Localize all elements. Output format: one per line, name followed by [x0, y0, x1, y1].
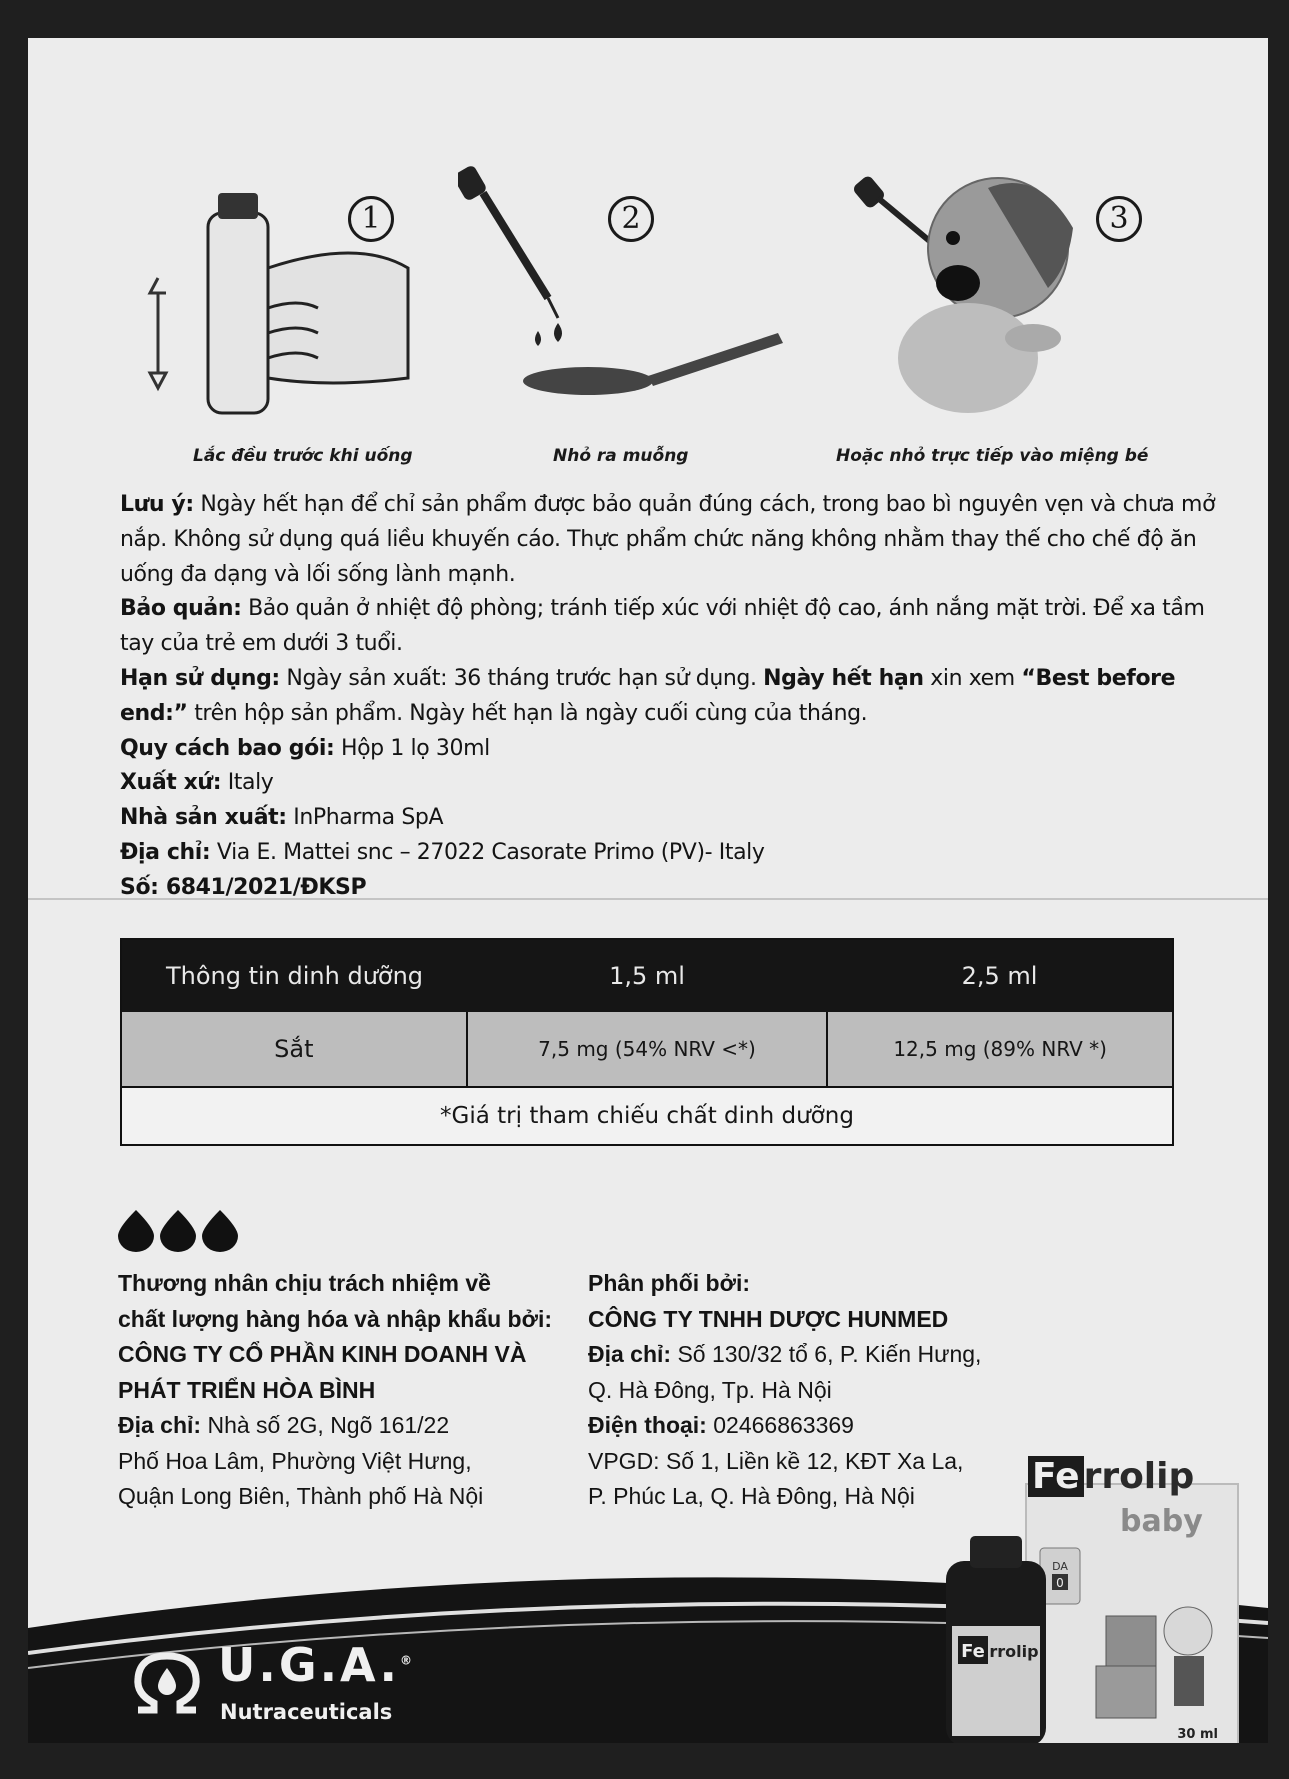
note-bao-quan: [120, 592, 1230, 662]
note-han-text-1: Ngày sản xuất: 36 tháng trước hạn sử dụng.: [286, 665, 757, 691]
note-dia-chi: [120, 836, 1230, 871]
note-dia-chi-text: Via E. Mattei snc – 27022 Casorate Primo (PV)- Italy: [216, 839, 765, 865]
distributor-addr-1: Số 130/32 tổ 6, P. Kiến Hưng,: [677, 1341, 982, 1367]
importer-addr-2: Phố Hoa Lâm, Phường Việt Hưng,: [118, 1447, 472, 1474]
importer-addr-1: Nhà số 2G, Ngõ 161/22: [207, 1412, 450, 1438]
note-han-text-3: xin xem: [930, 665, 1015, 691]
distributor-office-1: VPGD: Số 1, Liền kề 12, KĐT Xa La,: [588, 1447, 964, 1474]
note-quy-cach-label: Quy cách bao gói:: [120, 735, 335, 761]
svg-text:rrolip: rrolip: [989, 1642, 1039, 1661]
distributor-addr-2: Q. Hà Đông, Tp. Hà Nội: [588, 1376, 832, 1403]
note-xuat-xu-label: Xuất xứ:: [120, 770, 222, 796]
note-luu-y: [120, 488, 1230, 592]
step-3-number: 3: [1096, 196, 1142, 242]
importer-line-2: chất lượng hàng hóa và nhập khẩu bởi:: [118, 1305, 553, 1332]
importer-block: [118, 1266, 552, 1515]
dropper-spoon-icon: [458, 118, 818, 438]
nutrition-footnote: *Giá trị tham chiếu chất dinh dưỡng: [122, 1086, 1172, 1144]
distributor-office-2: P. Phúc La, Q. Hà Đông, Hà Nội: [588, 1483, 915, 1509]
distributor-addr-label: Địa chỉ:: [588, 1341, 672, 1367]
uga-logo-sub: Nutraceuticals: [220, 1700, 393, 1724]
note-nha-san-xuat: [120, 801, 1230, 836]
note-han-text-5: trên hộp sản phẩm. Ngày hết hạn là ngày cuối cùng của tháng.: [194, 700, 868, 726]
step-1-caption: Lắc đều trước khi uống: [193, 446, 413, 466]
note-han-bold-2: Ngày hết hạn: [763, 665, 924, 691]
note-bao-quan-label: Bảo quản:: [120, 596, 242, 622]
step-3-illustration: [838, 118, 1198, 488]
uga-logo-name: U.G.A.®: [218, 1638, 415, 1692]
note-quy-cach: [120, 732, 1230, 767]
drops-icon: [116, 1206, 246, 1252]
note-luu-y-text: Ngày hết hạn để chỉ sản phẩm được bảo quản đúng cách, trong bao bì nguyên vẹn và chưa mở nắp. Không sử dụng quá liều khuyến cáo. Thực phẩm chức năng không nhằm thay thế cho chế độ ăn uống đa dạng và lối sống lành mạnh.: [120, 492, 1216, 587]
note-so-text: Số: 6841/2021/ĐKSP: [120, 874, 367, 900]
baby-dropper-icon: [838, 118, 1198, 438]
note-han-label: Hạn sử dụng:: [120, 665, 280, 691]
uga-logo-icon: [128, 1648, 206, 1718]
note-xuat-xu: [120, 766, 1230, 801]
product-brand-baby: baby: [1120, 1504, 1203, 1539]
importer-addr-3: Quận Long Biên, Thành phố Hà Nội: [118, 1483, 484, 1509]
brand-fe: Fe: [1028, 1456, 1084, 1497]
nutrition-header-label: Thông tin dinh dưỡng: [165, 962, 424, 990]
step-2-illustration: [458, 118, 818, 488]
nutrition-header-dose-2: 2,5 ml: [961, 962, 1038, 990]
note-xuat-xu-text: Italy: [227, 770, 274, 796]
note-so-dang-ky: [120, 871, 1230, 906]
step-2-number: 2: [608, 196, 654, 242]
nutrition-cell-dose-2: 12,5 mg (89% NRV *): [893, 1037, 1107, 1061]
distributor-block: [588, 1266, 981, 1515]
nutrition-cell-dose-1: 7,5 mg (54% NRV <*): [468, 1012, 829, 1086]
nutrition-header-dose-1: 1,5 ml: [609, 962, 685, 990]
step-1-number: 1: [348, 196, 394, 242]
uga-name-text: U.G.A.: [218, 1638, 400, 1692]
note-han-bold-4: “Best before end:”: [120, 665, 1176, 726]
note-nsx-text: InPharma SpA: [293, 805, 444, 831]
distributor-company: CÔNG TY TNHH DƯỢC HUNMED: [588, 1305, 949, 1332]
note-luu-y-label: Lưu ý:: [120, 492, 194, 517]
importer-addr-label: Địa chỉ:: [118, 1412, 202, 1438]
step-2-caption: Nhỏ ra muỗng: [553, 446, 689, 466]
notes-section: [120, 488, 1230, 906]
note-dia-chi-label: Địa chỉ:: [120, 839, 211, 865]
note-quy-cach-text: Hộp 1 lọ 30ml: [340, 735, 490, 761]
nutrition-row-iron: [122, 1012, 1172, 1086]
bottle-volume: 30 ml: [1177, 1727, 1218, 1742]
brand-rest: rrolip: [1083, 1456, 1195, 1497]
importer-company-1: CÔNG TY CỔ PHẦN KINH DOANH VÀ: [118, 1341, 527, 1367]
product-brand-logo: [1028, 1456, 1194, 1497]
distributor-phone: 02466863369: [713, 1412, 854, 1438]
leaflet-sheet: [28, 38, 1268, 1743]
svg-text:Fe: Fe: [961, 1641, 985, 1662]
step-3-caption: Hoặc nhỏ trực tiếp vào miệng bé: [836, 446, 1149, 466]
distributor-phone-label: Điện thoại:: [588, 1412, 707, 1438]
svg-text:DA: DA: [1052, 1560, 1068, 1573]
note-bao-quan-text: Bảo quản ở nhiệt độ phòng; tránh tiếp xúc với nhiệt độ cao, ánh nắng mặt trời. Để xa tầm tay của trẻ em dưới 3 tuổi.: [120, 596, 1205, 657]
svg-text:0: 0: [1056, 1576, 1064, 1590]
step-1-illustration: [128, 118, 488, 488]
nutrition-table: [120, 938, 1174, 1146]
note-nsx-label: Nhà sản xuất:: [120, 805, 287, 831]
distributor-label: Phân phối bởi:: [588, 1270, 750, 1296]
nutrition-cell-nutrient: Sắt: [122, 1012, 468, 1086]
importer-line-1: Thương nhân chịu trách nhiệm về: [118, 1270, 491, 1296]
note-han-su-dung: [120, 662, 1230, 732]
importer-company-2: PHÁT TRIỂN HÒA BÌNH: [118, 1376, 376, 1403]
nutrition-header-row: [122, 940, 1172, 1012]
shake-bottle-icon: [128, 118, 488, 438]
